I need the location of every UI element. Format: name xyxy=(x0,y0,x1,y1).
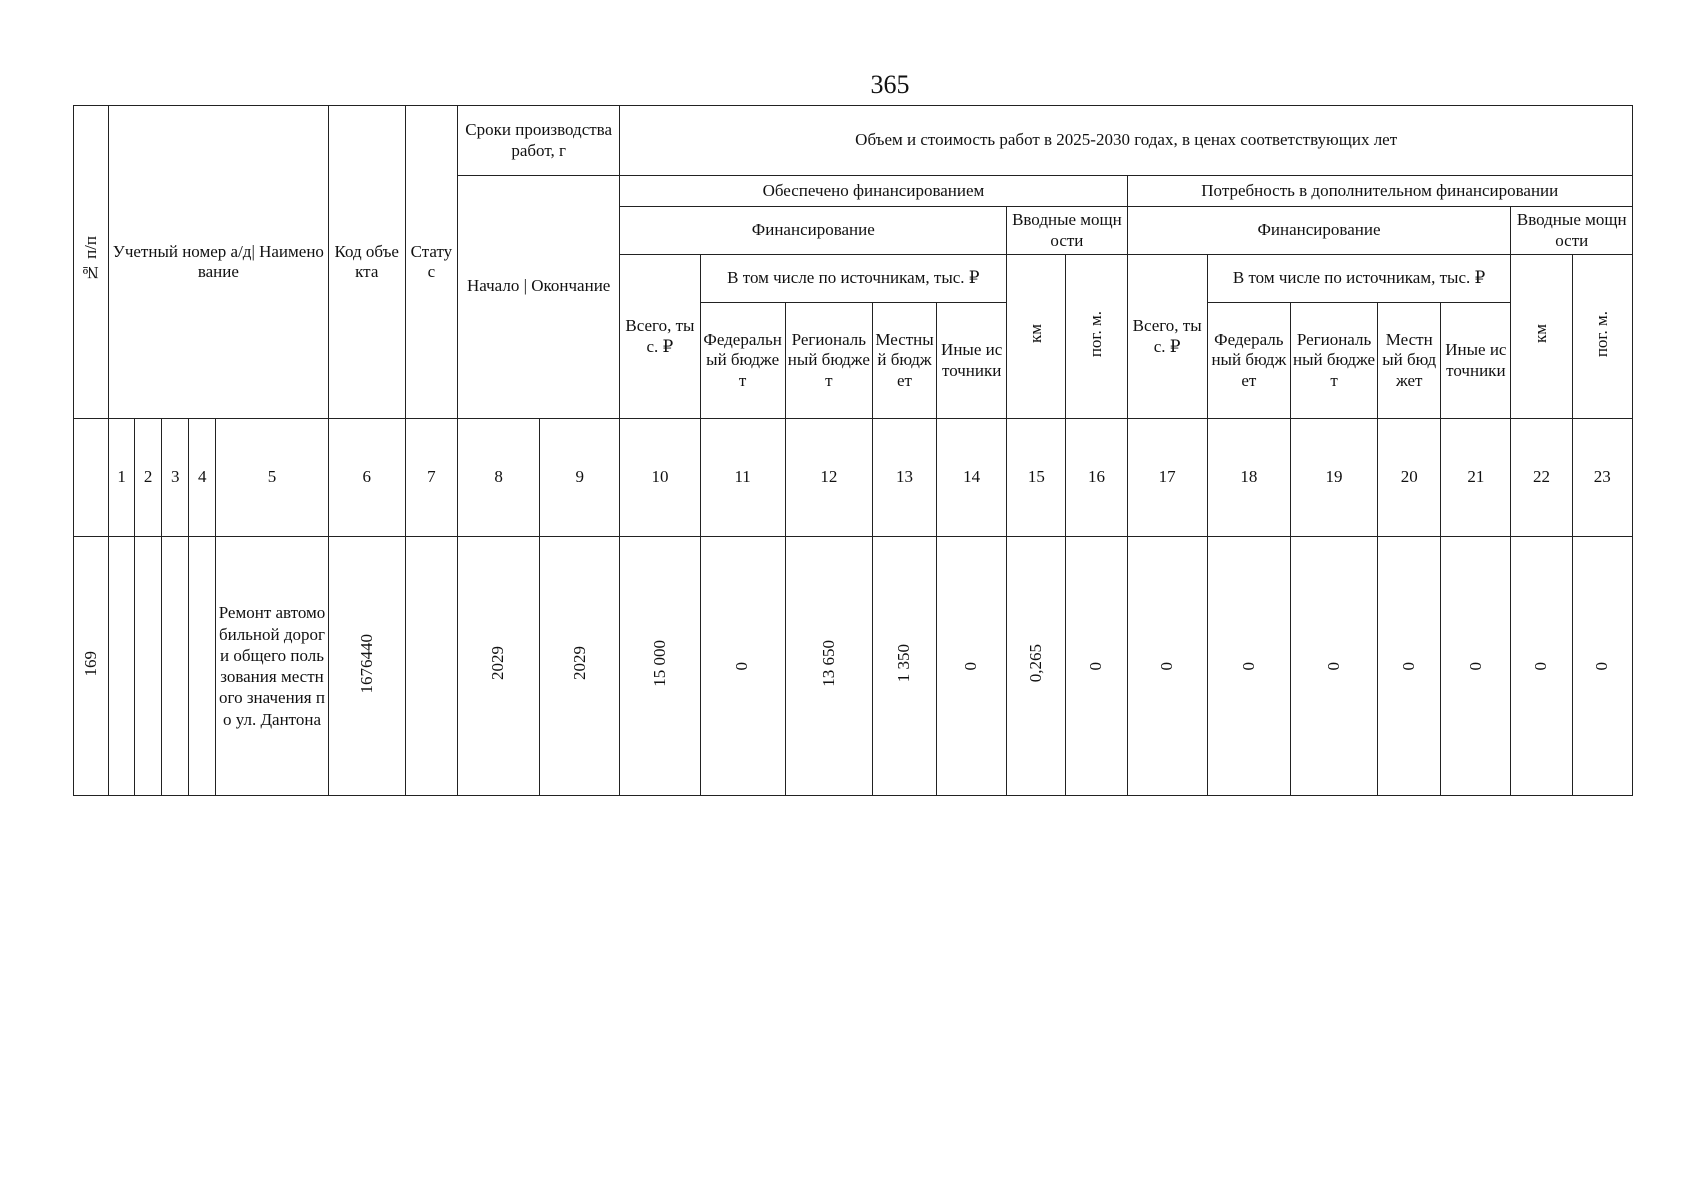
header-provided-financing: Финансирование xyxy=(620,207,1007,255)
header-provided-km: км xyxy=(1007,255,1066,419)
header-need-regional: Региональный бюджет xyxy=(1290,303,1377,419)
provided-other: 0 xyxy=(937,537,1007,796)
header-num: № п/п xyxy=(74,106,109,419)
header-need-local: Местный бюджет xyxy=(1378,303,1441,419)
column-number: 7 xyxy=(405,419,457,537)
header-volume: Объем и стоимость работ в 2025-2030 годах, в ценах соответствующих лет xyxy=(620,106,1633,176)
column-number: 4 xyxy=(189,419,216,537)
provided-local: 1 350 xyxy=(872,537,936,796)
table-row xyxy=(74,537,1633,796)
provided-federal: 0 xyxy=(700,537,785,796)
provided-km: 0,265 xyxy=(1007,537,1066,796)
column-number: 5 xyxy=(216,419,328,537)
account-cell xyxy=(109,537,135,796)
header-provided: Обеспечено финансированием xyxy=(620,176,1127,207)
column-number: 12 xyxy=(785,419,872,537)
header-status: Статус xyxy=(405,106,457,419)
need-federal: 0 xyxy=(1207,537,1290,796)
column-number: 17 xyxy=(1127,419,1207,537)
works-table xyxy=(73,105,1633,796)
need-local: 0 xyxy=(1378,537,1441,796)
header-provided-capacities: Вводные мощности xyxy=(1007,207,1127,255)
header-provided-lm: пог. м. xyxy=(1066,255,1127,419)
header-object-code: Код объекта xyxy=(328,106,405,419)
end-year: 2029 xyxy=(540,537,620,796)
object-code: 1676440 xyxy=(328,537,405,796)
row-number: 169 xyxy=(74,537,109,796)
road-name: Ремонт автомобильной дороги общего пользования местного значения по ул. Дантона xyxy=(216,537,328,796)
column-number: 9 xyxy=(540,419,620,537)
header-account-name: Учетный номер а/д| Наименование xyxy=(109,106,329,419)
column-number: 15 xyxy=(1007,419,1066,537)
header-provided-regional: Региональный бюджет xyxy=(785,303,872,419)
header-provided-total: Всего, тыс. ₽ xyxy=(620,255,700,419)
account-cell xyxy=(162,537,189,796)
column-number: 19 xyxy=(1290,419,1377,537)
need-other: 0 xyxy=(1441,537,1511,796)
header-need-total: Всего, тыс. ₽ xyxy=(1127,255,1207,419)
column-number: 2 xyxy=(135,419,162,537)
header-need-sources: В том числе по источникам, тыс. ₽ xyxy=(1207,255,1511,303)
header-provided-sources: В том числе по источникам, тыс. ₽ xyxy=(700,255,1007,303)
column-number: 14 xyxy=(937,419,1007,537)
header-need-lm: пог. м. xyxy=(1572,255,1632,419)
header-provided-other: Иные источники xyxy=(937,303,1007,419)
column-number-blank xyxy=(74,419,109,537)
column-number: 20 xyxy=(1378,419,1441,537)
column-number: 1 xyxy=(109,419,135,537)
header-start-end: Начало | Окончание xyxy=(457,176,619,419)
column-number: 22 xyxy=(1511,419,1572,537)
need-km: 0 xyxy=(1511,537,1572,796)
column-numbers-row xyxy=(74,419,1633,537)
column-number: 8 xyxy=(457,419,539,537)
account-cell xyxy=(189,537,216,796)
provided-lm: 0 xyxy=(1066,537,1127,796)
column-number: 13 xyxy=(872,419,936,537)
header-need-financing: Финансирование xyxy=(1127,207,1511,255)
page-number: 365 xyxy=(870,70,910,99)
header-need-km: км xyxy=(1511,255,1572,419)
column-number: 11 xyxy=(700,419,785,537)
account-cell xyxy=(135,537,162,796)
column-number: 16 xyxy=(1066,419,1127,537)
column-number: 23 xyxy=(1572,419,1632,537)
header-need: Потребность в дополнительном финансировании xyxy=(1127,176,1632,207)
provided-regional: 13 650 xyxy=(785,537,872,796)
provided-total: 15 000 xyxy=(620,537,700,796)
header-need-capacities: Вводные мощности xyxy=(1511,207,1633,255)
column-number: 10 xyxy=(620,419,700,537)
header-need-other: Иные источники xyxy=(1441,303,1511,419)
header-need-federal: Федеральный бюджет xyxy=(1207,303,1290,419)
header-terms: Сроки производства работ, г xyxy=(457,106,619,176)
column-number: 6 xyxy=(328,419,405,537)
header-provided-local: Местный бюджет xyxy=(872,303,936,419)
need-regional: 0 xyxy=(1290,537,1377,796)
start-year: 2029 xyxy=(457,537,539,796)
need-lm: 0 xyxy=(1572,537,1632,796)
column-number: 21 xyxy=(1441,419,1511,537)
column-number: 3 xyxy=(162,419,189,537)
need-total: 0 xyxy=(1127,537,1207,796)
status-cell xyxy=(405,537,457,796)
column-number: 18 xyxy=(1207,419,1290,537)
header-provided-federal: Федеральный бюджет xyxy=(700,303,785,419)
